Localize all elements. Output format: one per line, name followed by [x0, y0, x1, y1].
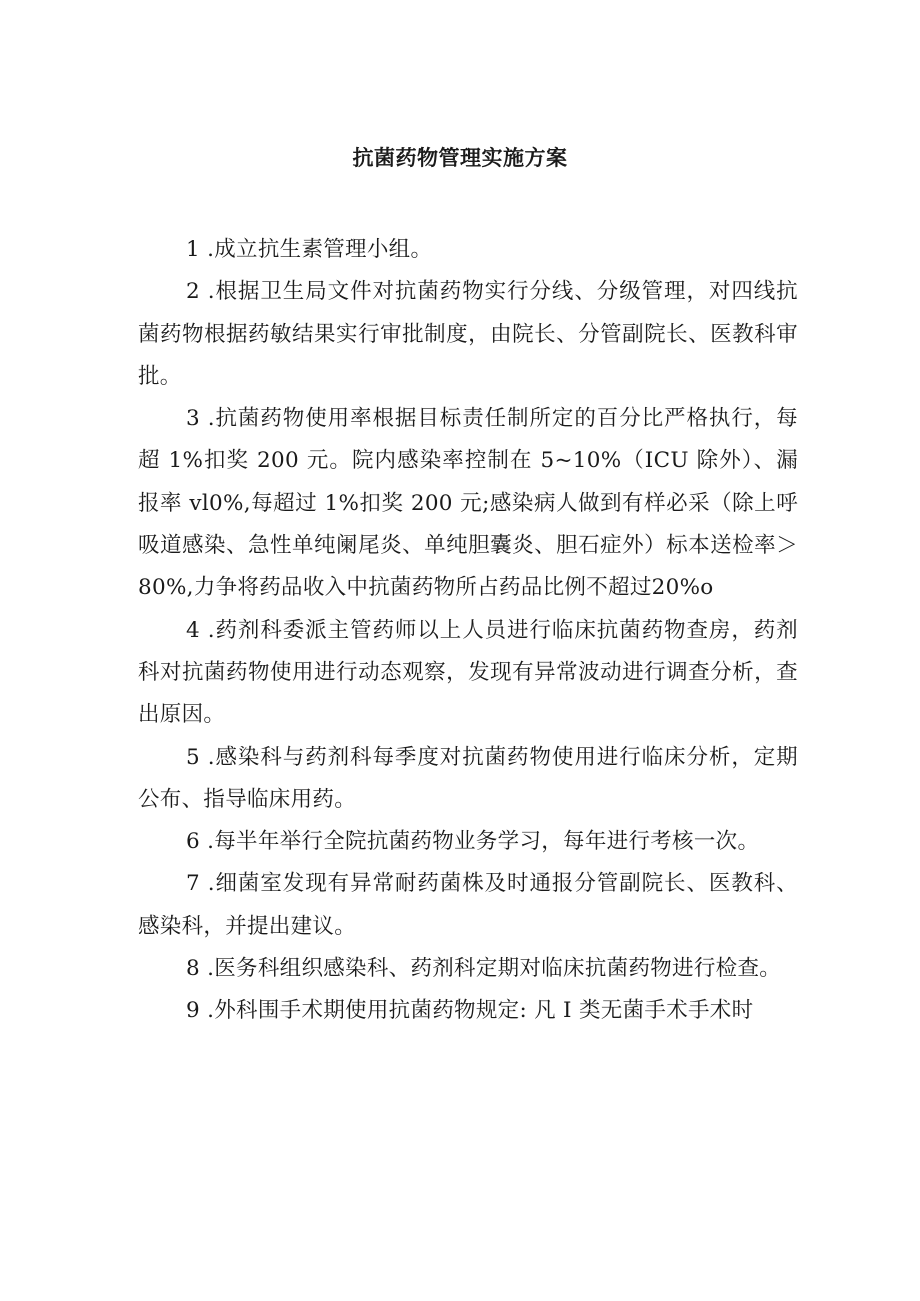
- document-body: [138, 229, 798, 1033]
- paragraph-9: 9 .外科围手术期使用抗菌药物规定: 凡 I 类无菌手术手术时: [186, 998, 754, 1024]
- paragraph-7: 7 .细菌室发现有异常耐药菌株及时通报分管副院长、医教科、感染科，并提出建议。: [138, 871, 798, 939]
- paragraph-2: 2 .根据卫生局文件对抗菌药物实行分线、分级管理，对四线抗菌药物根据药敏结果实行审批制度，由院长、分管副院长、医教科审批。: [138, 279, 798, 389]
- paragraph-6: 6 .每半年举行全院抗菌药物业务学习，每年进行考核一次。: [186, 829, 760, 855]
- paragraph-8: 8 .医务科组织感染科、药剂科定期对临床抗菌药物进行检查。: [186, 956, 782, 982]
- document-title: 抗菌药物管理实施方案: [352, 145, 568, 170]
- paragraph-1: 1 .成立抗生素管理小组。: [186, 237, 433, 262]
- paragraph-4: 4 .药剂科委派主管药师以上人员进行临床抗菌药物查房，药剂科对抗菌药物使用进行动态观察，发现有异常波动进行调查分析，查出原因。: [138, 617, 798, 728]
- paragraph-3: 3 .抗菌药物使用率根据目标责任制所定的百分比严格执行，每超 1%扣奖 200 元。院内感染率控制在 5~10%（ICU 除外）、漏报率 vl0%,每超过 1%扣奖 200 元;感染病人做到有样必采（除上呼吸道感染、急性单纯阑尾炎、单纯胆囊炎、胆石症外）标本送检率＞80%,力争将药品收入中抗菌药物所占药品比例不超过20%o: [138, 406, 798, 601]
- paragraph-5: 5 .感染科与药剂科每季度对抗菌药物使用进行临床分析，定期公布、指导临床用药。: [138, 744, 798, 812]
